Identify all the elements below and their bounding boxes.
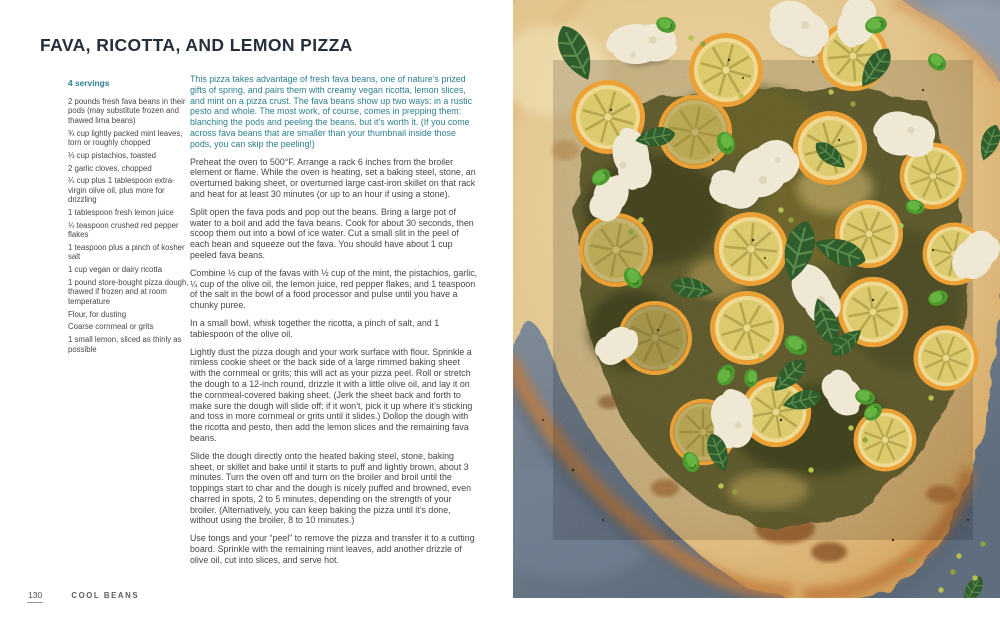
ingredient-item: ¼ teaspoon crushed red pepper flakes xyxy=(68,220,179,240)
pizza-illustration xyxy=(513,0,1000,598)
ingredient-item: 1 tablespoon fresh lemon juice xyxy=(68,208,174,218)
ingredient-item: ⅓ cup pistachios, toasted xyxy=(68,150,156,160)
ingredient-item: 2 garlic cloves, chopped xyxy=(68,163,152,173)
ingredient-item: 1 teaspoon plus a pinch of kosher salt xyxy=(68,243,185,262)
ingredient-list xyxy=(68,97,190,357)
method-step: Slide the dough directly onto the heated baking steel, stone, baking sheet, or skillet and bake until it starts to puff and lightly brown, about 3 minutes. Turn the oven off and turn on the broiler and broil until the toppings start to char and the dough is nicely puffed and browned, even charred in spots, 2 to 5 minutes, depending on the strength of your broiler. (Alternatively, you can keep baking the pizza until it’s done, without using the broiler, 8 to 10 minutes.) xyxy=(190,450,472,526)
ingredient-item: 1 pound store-bought pizza dough, thawed if frozen and at room temperature xyxy=(68,278,189,306)
ingredient-item: 1 small lemon, sliced as thinly as possible xyxy=(68,335,182,354)
ingredient-item: ¼ cup plus 1 tablespoon extra-virgin olive oil, plus more for drizzling xyxy=(68,176,175,205)
page-footer xyxy=(27,590,139,603)
servings-label: 4 servings xyxy=(68,78,110,88)
ingredient-item: Flour, for dusting xyxy=(68,309,127,319)
ingredient-item: ¾ cup lightly packed mint leaves, torn or roughly chopped xyxy=(68,128,183,148)
ingredient-item: 1 cup vegan or dairy ricotta xyxy=(68,265,163,275)
method-column xyxy=(190,74,478,573)
method-step: Combine ½ cup of the favas with ½ cup of the mint, the pistachios, garlic, ¼ cup of the olive oil, the lemon juice, red pepper flakes, and 1 teaspoon of the salt in the bowl of a food processor and pulse until you have a chunky puree. xyxy=(190,267,478,311)
recipe-title: FAVA, RICOTTA, AND LEMON PIZZA xyxy=(40,35,353,55)
book-title: COOL BEANS xyxy=(71,591,140,600)
recipe-intro: This pizza takes advantage of fresh fava beans, one of nature’s prized gifts of spring, and pairs them with creamy vegan ricotta, lemon slices, and mint on a pizza crust. The fava beans show up two ways: in a rustic pesto and whole. The most work, of course, comes in prepping them: blanching the pods and peeling the beans, but it’s worth it. (If you come across fava beans that are smaller than your thumbnail inside those pods, you can skip the peeling!) xyxy=(190,74,473,149)
method-step: Lightly dust the pizza dough and your work surface with flour. Sprinkle a rimless cookie sheet or the back side of a large rimmed baking sheet with the cornmeal or grits; this will act as your pizza peel. Roll or stretch the dough to a 12-inch round, drizzle it with a little olive oil, and lay it on the cornmeal-covered baking sheet. (Jerk the sheet back and forth to make sure the dough will slide off; if it won’t, pick it up where it’s sticking and toss in more cornmeal or grits until it slides.) Dollop the dough with the ricotta and pesto, then add the lemon slices and the remaining fava beans. xyxy=(190,346,473,443)
method-step: Use tongs and your “peel” to remove the pizza and transfer it to a cutting board. Sprinkle with the remaining mint leaves, add another drizzle of olive oil, cut into slices, and serve hot. xyxy=(190,533,475,565)
method-step: In a small bowl, whisk together the ricotta, a pinch of salt, and 1 tablespoon of the olive oil. xyxy=(190,317,440,339)
ingredient-item: Coarse cornmeal or grits xyxy=(68,322,154,332)
method-step: Split open the fava pods and pop out the beans. Bring a large pot of water to a boil and add the fava beans. Cook for about 30 seconds, then scoop them out into a bowl of ice water. Cut a small slit in the peel of each bean and squeeze out the fava. You should have about 1 cup peeled fava beans. xyxy=(190,206,474,260)
page-number: 130 xyxy=(27,590,43,603)
method-step: Preheat the oven to 500°F. Arrange a rack 6 inches from the broiler element or flame. While the oven is heating, set a baking steel, stone, an overturned baking sheet, or overturned large cast-iron skillet on that rack and heat for at least 30 minutes (or up to an hour if using a stone). xyxy=(190,156,476,199)
pizza-photo xyxy=(513,0,1000,598)
method-steps xyxy=(190,157,478,566)
ingredient-item: 2 pounds fresh fava beans in their pods (may substitute frozen and thawed lima beans) xyxy=(68,97,186,125)
